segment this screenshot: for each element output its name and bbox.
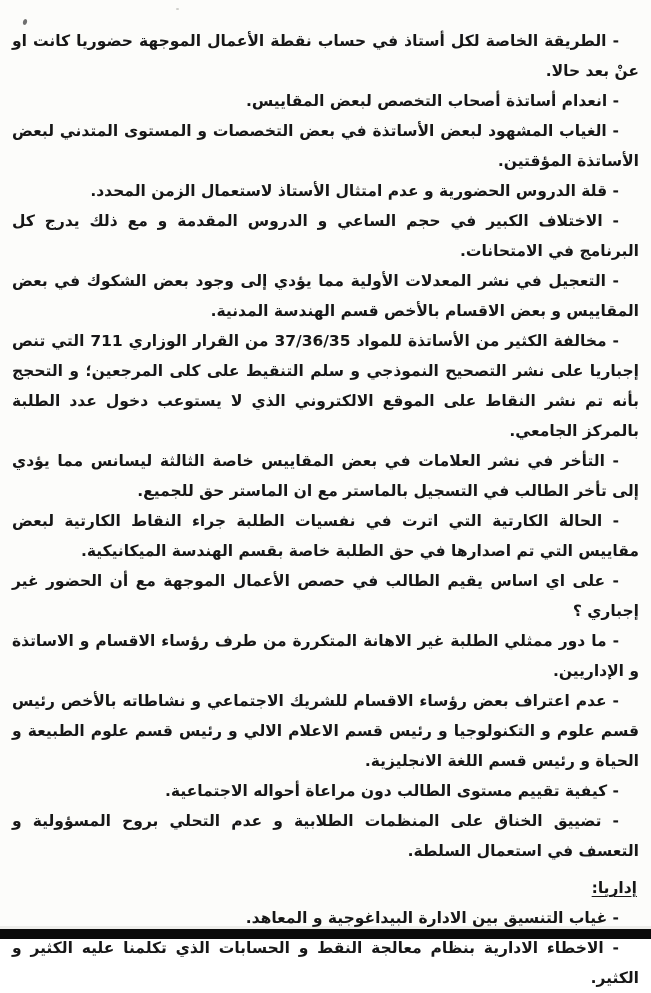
bullet-item: - قلة الدروس الحضورية و عدم امتثال الأستاذ لاستعمال الزمن المحدد. [90, 182, 619, 200]
document-text [12, 26, 639, 993]
scan-speck [22, 19, 28, 26]
bullet-item: - غياب التنسيق بين الادارة البيداغوجية و المعاهد. [245, 909, 619, 927]
scan-speck [176, 8, 179, 10]
section-header-admin [12, 873, 639, 903]
bullet-item: - ما دور ممثلي الطلبة غير الاهانة المتكررة من طرف رؤساء الاقسام و الاساتذة و الإداريين. [12, 632, 639, 680]
bullet-item: - عدم اعتراف بعض رؤساء الاقسام للشريك الاجتماعي و نشاطاته بالأخص رئيس قسم علوم و التكنولوجيا و رئيس قسم الاعلام الالي و رئيس قسم علوم الطبيعة و الحياة و رئيس قسم اللغة الانجليزية. [12, 692, 639, 770]
bullet-item: - الغياب المشهود لبعض الأساتذة في بعض التخصصات و المستوى المتدني لبعض الأساتذة المؤقتين. [12, 122, 639, 170]
bullet-item: - الاختلاف الكبير في حجم الساعي و الدروس المقدمة و مع ذلك يدرج كل البرنامج في الامتحانات. [12, 212, 639, 260]
section-header-text: إداريا: [591, 879, 637, 897]
bullet-item: - التأخر في نشر العلامات في بعض المقاييس خاصة الثالثة ليسانس مما يؤدي إلى تأخر الطالب في التسجيل بالماستر مع ان الماستر حق للجميع. [12, 452, 639, 500]
bullet-item: - الاخطاء الادارية بنظام معالجة النقط و الحسابات الذي تكلمنا عليه الكثير و الكثير. [12, 939, 639, 987]
bullet-item: - كيفية تقييم مستوى الطالب دون مراعاة أحواله الاجتماعية. [165, 782, 619, 800]
bullet-item: - انعدام أساتذة أصحاب التخصص لبعض المقاييس. [245, 92, 619, 110]
scan-bottom-bar [0, 929, 651, 939]
bullet-item: - التعجيل في نشر المعدلات الأولية مما يؤدي إلى وجود بعض الشكوك في بعض المقاييس و بعض الاقسام بالأخص قسم الهندسة المدنية. [12, 272, 639, 320]
bullet-item: - الطريقة الخاصة لكل أستاذ في حساب نقطة الأعمال الموجهة حضوريا كانت او عنْ بعد حالا. [12, 32, 639, 80]
bullet-item: - مخالفة الكثير من الأساتذة للمواد 37/36/35 من القرار الوزاري 711 التي تنص إجباريا على نشر التصحيح النموذجي و سلم التنقيط على كلى المرجعين؛ و التحجج بأنه تم نشر النقاط على الموقع الالكتروني الذي لا يستوعب دخول عدد الطلبة بالمركز الجامعي. [12, 332, 639, 440]
bullet-item: - على اي اساس يقيم الطالب في حصص الأعمال الموجهة مع أن الحضور غير إجباري ؟ [12, 572, 639, 620]
bullet-item: - تضييق الخناق على المنظمات الطلابية و عدم التحلي بروح المسؤولية و التعسف في استعمال السلطة. [12, 812, 639, 860]
bullet-item: - الحالة الكارتية التي اترت في نفسيات الطلبة جراء النقاط الكارتية لبعض مقاييس التي تم اصدارها في حق الطلبة خاصة بقسم الهندسة الميكانيكية. [12, 512, 639, 560]
